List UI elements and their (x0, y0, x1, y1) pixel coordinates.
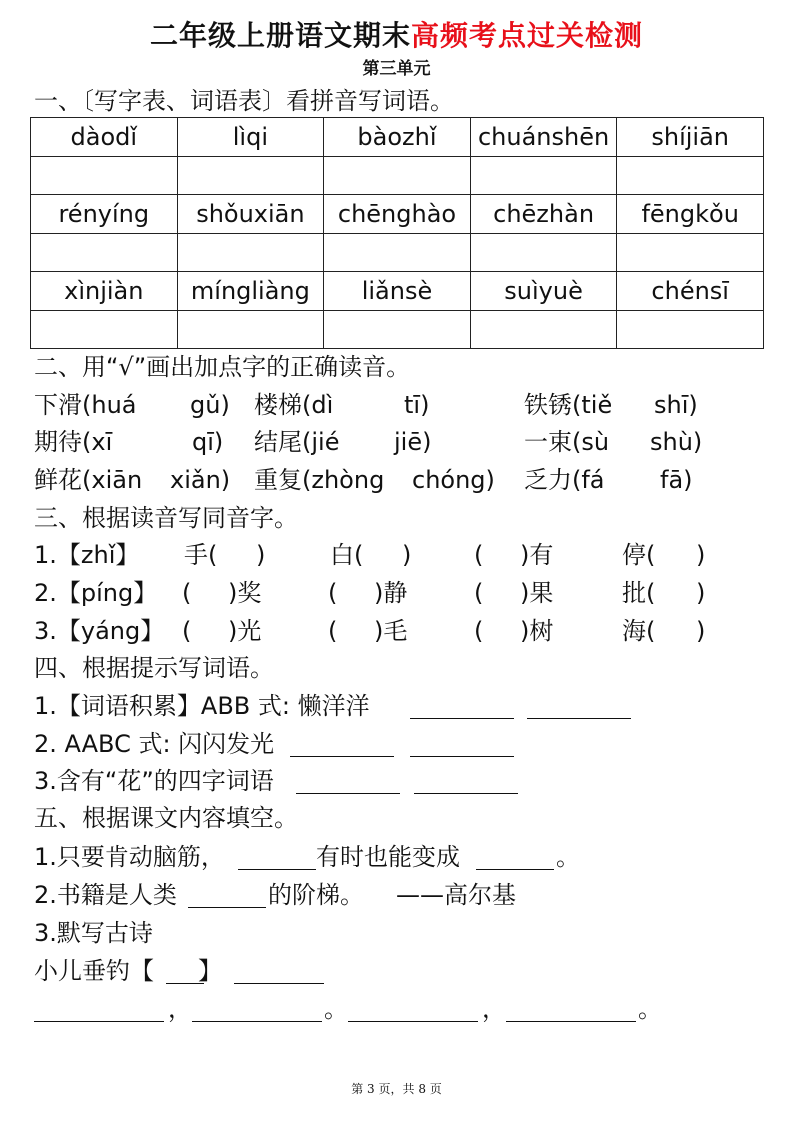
section4-heading: 四、根据提示写词语。 (34, 654, 274, 682)
fill-text: 有时也能变成 (316, 843, 460, 871)
answer-blank[interactable] (410, 734, 514, 765)
choice-option[interactable]: jiē) (394, 428, 432, 456)
homophone-label: 2.【píng】 (34, 579, 158, 607)
punctuation: ， (168, 995, 192, 1023)
homophone-text: 手( (184, 541, 218, 569)
answer-blank[interactable] (188, 885, 266, 916)
answer-cell[interactable] (470, 311, 617, 349)
poem-line-blank[interactable] (192, 999, 322, 1030)
answer-cell[interactable] (324, 157, 471, 195)
homophone-text: ( (182, 617, 192, 645)
answer-blank[interactable] (414, 771, 518, 802)
answer-blank[interactable] (476, 847, 554, 878)
punctuation: 。 (638, 995, 662, 1023)
fill-text: 2.书籍是人类 (34, 881, 177, 909)
homophone-text: ( (328, 579, 338, 607)
section1-heading: 一、〔写字表、词语表〕看拼音写词语。 (34, 87, 454, 115)
poem-line-blank[interactable] (34, 999, 164, 1030)
pinyin-cell: chēnghào (324, 195, 471, 234)
homophone-text: )静 (374, 579, 408, 607)
choice-word: 乏力(fá (524, 466, 605, 494)
homophone-text: ) (402, 541, 412, 569)
homophone-text: )光 (228, 617, 262, 645)
pinyin-cell: rényíng (31, 195, 178, 234)
page-title (0, 14, 793, 54)
answer-blank[interactable] (410, 696, 514, 727)
answer-cell[interactable] (177, 157, 324, 195)
homophone-text: ( (328, 617, 338, 645)
pinyin-cell: bàozhǐ (324, 118, 471, 157)
poem-title: 小儿垂钓 (34, 957, 130, 985)
title-highlight: 高频考点过关检测 (411, 19, 644, 52)
homophone-text: ( (474, 541, 484, 569)
pinyin-cell: dàodǐ (31, 118, 178, 157)
homophone-text: ) (256, 541, 266, 569)
choice-option[interactable]: chóng) (412, 466, 495, 494)
fill-text: 。 (556, 843, 580, 871)
homophone-text: ) (696, 617, 706, 645)
choice-option[interactable]: xiǎn) (170, 466, 231, 494)
answer-cell[interactable] (324, 234, 471, 272)
choice-word: 鲜花(xiān (34, 466, 143, 494)
answer-cell[interactable] (177, 234, 324, 272)
pinyin-cell: liǎnsè (324, 272, 471, 311)
answer-cell[interactable] (617, 234, 764, 272)
choice-word: 一束(sù (524, 428, 610, 456)
choice-option[interactable]: qī) (192, 428, 224, 456)
fill-text: 的阶梯。 (268, 881, 364, 909)
poem-line-blank[interactable] (506, 999, 636, 1030)
aabc-prompt: 2. AABC 式: 闪闪发光 (34, 730, 275, 758)
pinyin-cell: fēngkǒu (617, 195, 764, 234)
homophone-text: ( (474, 579, 484, 607)
choice-word: 期待(xī (34, 428, 113, 456)
homophone-text: ) (696, 541, 706, 569)
answer-cell[interactable] (470, 234, 617, 272)
homophone-label: 3.【yáng】 (34, 617, 165, 645)
homophone-label: 1.【zhǐ】 (34, 541, 140, 569)
choice-option[interactable]: shī) (654, 391, 698, 419)
choice-word: 结尾(jié (254, 428, 340, 456)
answer-cell[interactable] (617, 157, 764, 195)
homophone-text: )果 (520, 579, 554, 607)
punctuation: 。 (324, 995, 348, 1023)
pinyin-cell: shǒuxiān (177, 195, 324, 234)
answer-blank[interactable] (527, 696, 631, 727)
punctuation: ， (482, 995, 506, 1023)
poem-line-blank[interactable] (348, 999, 478, 1030)
choice-word: 重复(zhòng (254, 466, 385, 494)
flower-idiom-prompt: 3.含有“花”的四字词语 (34, 767, 274, 795)
poem-instruction: 3.默写古诗 (34, 919, 153, 947)
choice-word: 铁锈(tiě (524, 391, 613, 419)
choice-option[interactable]: shù) (650, 428, 703, 456)
homophone-text: 批( (622, 579, 656, 607)
homophone-text: )毛 (374, 617, 408, 645)
section3-heading: 三、根据读音写同音字。 (34, 504, 298, 532)
homophone-text: 海( (622, 617, 656, 645)
answer-cell[interactable] (31, 311, 178, 349)
homophone-text: ( (474, 617, 484, 645)
section5-heading: 五、根据课文内容填空。 (34, 804, 298, 832)
pinyin-cell: xìnjiàn (31, 272, 178, 311)
homophone-text: 白( (330, 541, 364, 569)
choice-word: 楼梯(dì (254, 391, 334, 419)
title-main: 二年级上册语文期末 (149, 19, 411, 52)
pinyin-cell: chēzhàn (470, 195, 617, 234)
page-footer: 第 3 页，共 8 页 (351, 1082, 442, 1096)
page-subtitle: 第三单元 (362, 59, 431, 79)
section2-heading: 二、用“√”画出加点字的正确读音。 (34, 353, 411, 381)
homophone-text: )有 (520, 541, 554, 569)
choice-word: 下滑(huá (34, 391, 137, 419)
quote-author: ——高尔基 (396, 881, 516, 909)
homophone-text: )树 (520, 617, 554, 645)
pinyin-cell: chénsī (617, 272, 764, 311)
choice-option[interactable]: gǔ) (190, 391, 230, 419)
answer-blank[interactable] (290, 734, 394, 765)
pinyin-cell: shíjiān (617, 118, 764, 157)
homophone-text: )奖 (228, 579, 262, 607)
answer-blank[interactable] (296, 771, 400, 802)
author-blank[interactable] (234, 961, 324, 992)
abb-prompt: 1.【词语积累】ABB 式: 懒洋洋 (34, 692, 370, 720)
pinyin-cell: suìyuè (470, 272, 617, 311)
answer-cell[interactable] (177, 311, 324, 349)
choice-option[interactable]: tī) (404, 391, 430, 419)
answer-cell[interactable] (470, 157, 617, 195)
pinyin-table (30, 117, 764, 349)
pinyin-cell: lìqi (177, 118, 324, 157)
homophone-text: ( (182, 579, 192, 607)
answer-blank[interactable] (238, 847, 316, 878)
homophone-text: 停( (622, 541, 656, 569)
choice-option[interactable]: fā) (660, 466, 693, 494)
pinyin-cell: míngliàng (177, 272, 324, 311)
pinyin-cell: chuánshēn (470, 118, 617, 157)
answer-cell[interactable] (31, 234, 178, 272)
homophone-text: ) (696, 579, 706, 607)
answer-cell[interactable] (324, 311, 471, 349)
bracket-close: 】 (198, 957, 222, 985)
bracket-open: 【 (130, 957, 154, 985)
answer-cell[interactable] (31, 157, 178, 195)
fill-text: 1.只要肯动脑筋， (34, 843, 225, 871)
answer-cell[interactable] (617, 311, 764, 349)
